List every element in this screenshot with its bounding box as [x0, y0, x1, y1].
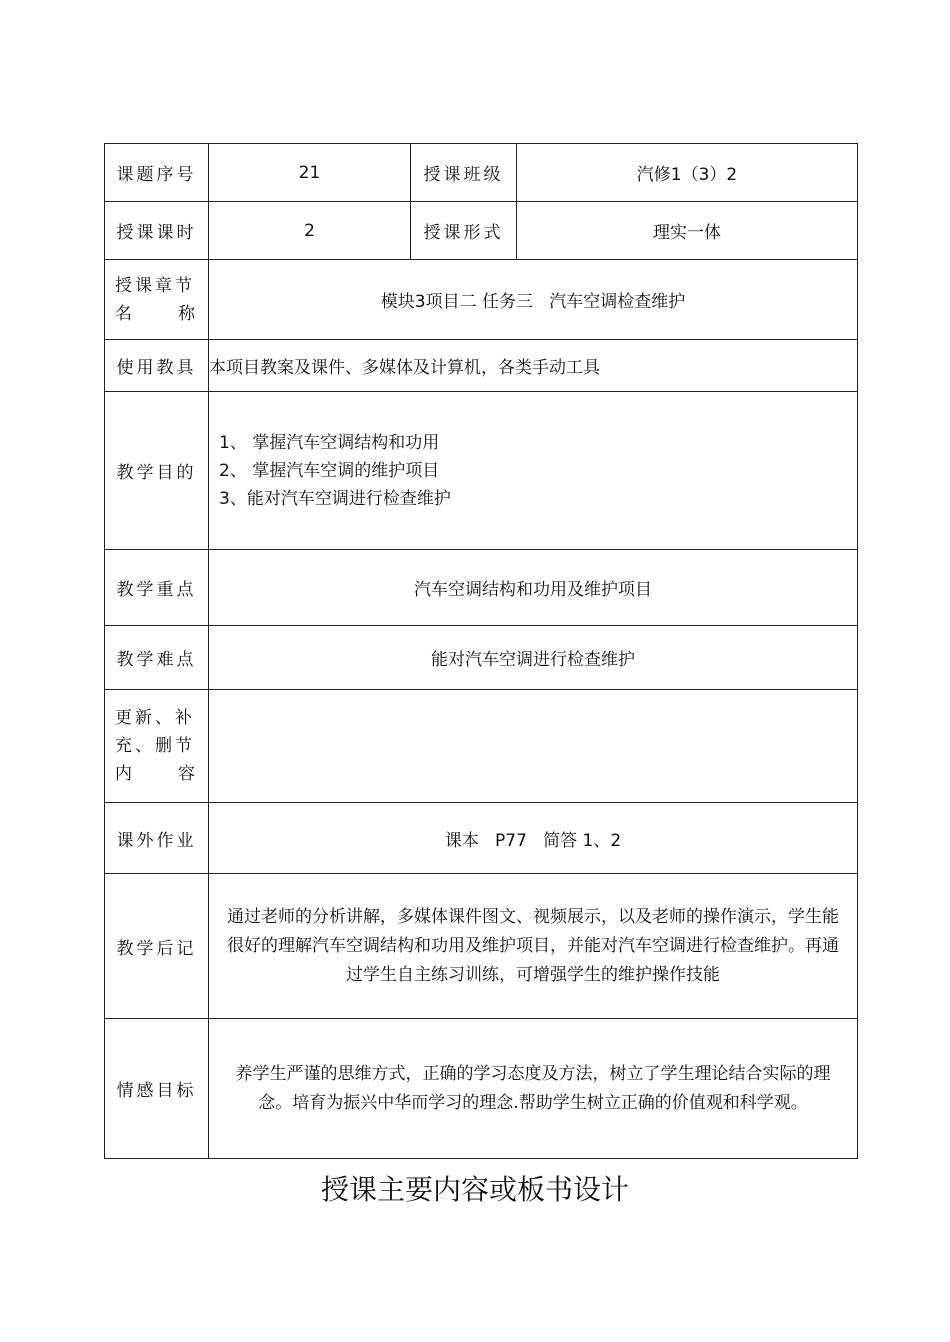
- row-class-hours: [105, 202, 858, 260]
- row-chapter-name: [105, 260, 858, 340]
- label-chapter-line2: [105, 300, 208, 328]
- label-class: 授课班级: [411, 144, 517, 202]
- label-teaching-tools: 使用教具: [105, 340, 209, 392]
- value-class-hours: 2: [209, 202, 411, 260]
- value-key-points: 汽车空调结构和功用及维护项目: [209, 550, 858, 626]
- label-updates-line3: [105, 760, 208, 788]
- label-updates-line3-a: 内: [115, 764, 135, 784]
- label-teaching-form: 授课形式: [411, 202, 517, 260]
- objective-item: 1、 掌握汽车空调结构和功用: [219, 432, 440, 453]
- emotional-goals-text: 养学生严谨的思维方式，正确的学习态度及方法，树立了学生理论结合实际的理念。培育为振兴中华而学习的理念.帮助学生树立正确的价值观和科学观。: [235, 1063, 831, 1113]
- row-updates: [105, 690, 858, 803]
- objective-item: 3、能对汽车空调进行检查维护: [219, 488, 451, 509]
- label-teaching-objectives: 教学目的: [105, 392, 209, 550]
- row-key-points: [105, 550, 858, 626]
- label-difficulties: 教学难点: [105, 626, 209, 690]
- value-difficulties: 能对汽车空调进行检查维护: [209, 626, 858, 690]
- row-topic-number: [105, 144, 858, 202]
- reflection-text: 通过老师的分析讲解，多媒体课件图文、视频展示，以及老师的操作演示，学生能很好的理解汽车空调结构和功用及维护项目，并能对汽车空调进行检查维护。再通过学生自主练习训练，可增强学生的维护操作技能: [227, 906, 839, 985]
- label-updates-line1: 更新、补: [115, 708, 195, 728]
- label-homework: 课外作业: [105, 803, 209, 874]
- label-chapter-name: [105, 260, 209, 340]
- value-teaching-form: 理实一体: [517, 202, 858, 260]
- label-updates-line2: 充、删节: [115, 736, 195, 756]
- section-heading: 授课主要内容或板书设计: [320, 1173, 629, 1206]
- value-reflection: [209, 874, 858, 1019]
- label-reflection: 教学后记: [105, 874, 209, 1019]
- label-updates: [105, 690, 209, 803]
- row-teaching-objectives: [105, 392, 858, 550]
- row-homework: [105, 803, 858, 874]
- label-class-hours: 授课课时: [105, 202, 209, 260]
- value-updates: [209, 690, 858, 803]
- label-chapter-line1: 授课章节: [115, 275, 195, 296]
- value-chapter-name: 模块3项目二 任务三 汽车空调检查维护: [209, 260, 858, 340]
- objectives-list: [209, 429, 857, 513]
- value-homework: 课本 P77 简答 1、2: [209, 803, 858, 874]
- value-teaching-tools: 本项目教案及课件、多媒体及计算机，各类手动工具: [209, 340, 858, 392]
- row-difficulties: [105, 626, 858, 690]
- label-key-points: 教学重点: [105, 550, 209, 626]
- label-topic-number: 课题序号: [105, 144, 209, 202]
- row-teaching-tools: [105, 340, 858, 392]
- value-topic-number: 21: [209, 144, 411, 202]
- objective-item: 2、 掌握汽车空调的维护项目: [219, 460, 440, 481]
- row-reflection: [105, 874, 858, 1019]
- label-updates-line3-b: 容: [178, 764, 198, 784]
- label-emotional-goals: 情感目标: [105, 1019, 209, 1159]
- value-emotional-goals: [209, 1019, 858, 1159]
- lesson-plan-table: [104, 143, 858, 1159]
- label-chapter-line2-b: 称: [178, 303, 198, 324]
- value-class: 汽修1（3）2: [517, 144, 858, 202]
- label-chapter-line2-a: 名: [115, 303, 135, 324]
- row-emotional-goals: [105, 1019, 858, 1159]
- value-teaching-objectives: [209, 392, 858, 550]
